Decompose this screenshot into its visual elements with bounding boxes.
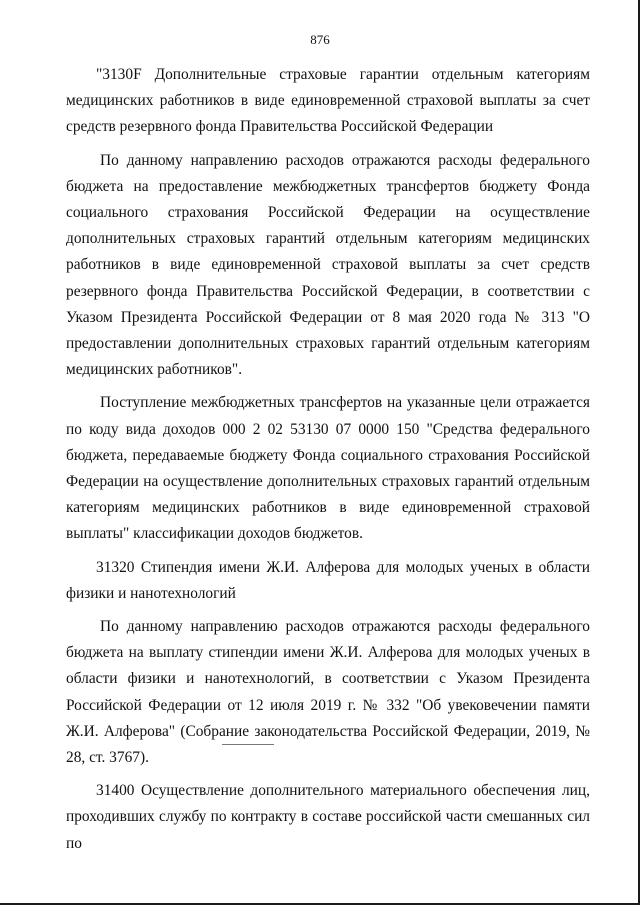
document-body [66, 62, 590, 864]
page-number: 876 [310, 32, 330, 47]
paragraph-income-code: Поступление межбюджетных трансфертов на указанные цели отражается по коду вида доходов 000 2 02 53130 07 0000 150 "Средства федерального бюджета, передаваемые бюджету Фонда социального страхования Российской Федерации на осуществление дополнительных страховых гарантий отдельным категориям медицинских работников в виде единовременной страховой выплаты" классификации доходов бюджетов. [66, 394, 590, 543]
section-heading-3130f: "3130F Дополнительные страховые гарантии отдельным категориям медицинских работников в виде единовременной страховой выплаты за счет средств резервного фонда Правительства Российской Федерации [66, 66, 590, 136]
section-heading-31400: 31400 Осуществление дополнительного материального обеспечения лиц, проходивших службу по контракту в составе российской части смешанных сил по [66, 782, 590, 852]
scan-mark [222, 744, 274, 745]
section-heading-31320: 31320 Стипендия имени Ж.И. Алферова для молодых ученых в области физики и нанотехнологий [66, 558, 590, 602]
paragraph-31320-description: По данному направлению расходов отражаются расходы федерального бюджета на выплату стипендии имени Ж.И. Алферова для молодых ученых в области физики и нанотехнологий, в соответствии с Указом Президента Российской Федерации от 12 июля 2019 г. № 332 "Об увековечении памяти Ж.И. Алферова" (Собрание законодательства Российской Федерации, 2019, № 28, ст. 3767). [66, 618, 590, 767]
paragraph-3130f-description: По данному направлению расходов отражаются расходы федерального бюджета на предоставление межбюджетных трансфертов бюджету Фонда социального страхования Российской Федерации на осуществление дополнительных страховых гарантий отдельным категориям медицинских работников в виде единовременной страховой выплаты за счет средств резервного фонда Правительства Российской Федерации, в соответствии с Указом Президента Российской Федерации от 8 мая 2020 года № 313 "О предоставлении дополнительных страховых гарантий отдельным категориям медицинских работников". [66, 151, 590, 379]
